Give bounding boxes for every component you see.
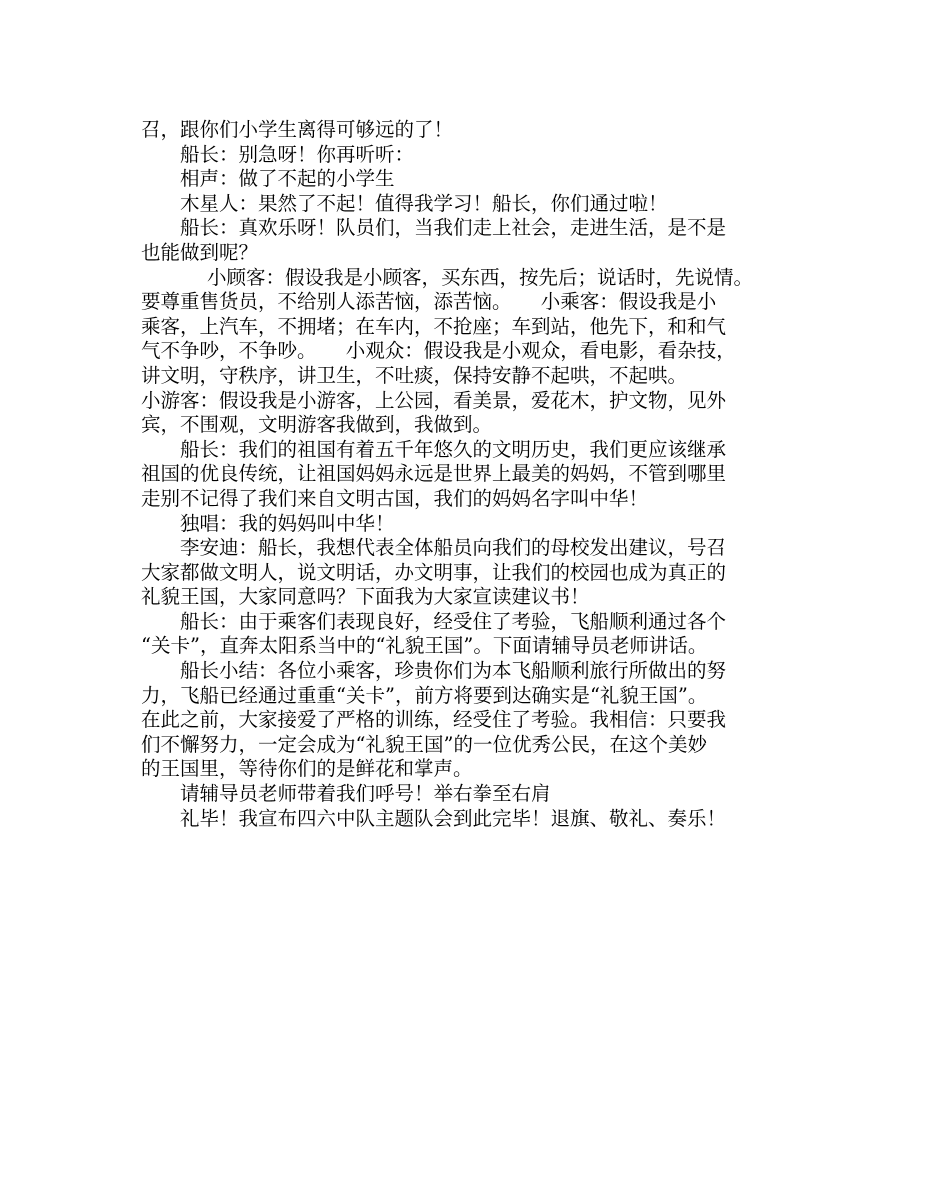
text-line: 木星人：果然了不起！值得我学习！船长，你们通过啦！	[180, 191, 668, 215]
text-line: 礼毕！我宣布四六中队主题队会到此完毕！退旗、敬礼、奏乐！	[180, 806, 727, 830]
text-line: 小顾客：假设我是小顾客，买东西，按先后；说话时，先说情。	[207, 265, 754, 289]
text-line: 祖国的优良传统，让祖国妈妈永远是世界上最美的妈妈，不管到哪里	[141, 462, 727, 486]
text-line: 相声：做了不起的小学生	[180, 167, 395, 191]
text-line: 气不争吵，不争吵。 小观众：假设我是小观众，看电影，看杂技，	[141, 339, 736, 363]
text-line: 召，跟你们小学生离得可够远的了！	[141, 118, 454, 141]
text-line: 大家都做文明人，说文明话，办文明事，让我们的校园也成为真正的	[141, 560, 727, 584]
text-line: 们不懈努力，一定会成为“礼貌王国”的一位优秀公民，在这个美妙	[141, 732, 707, 756]
text-line: 小游客：假设我是小游客，上公园，看美景，爱花木，护文物，见外	[141, 388, 727, 412]
text-line: 李安迪：船长，我想代表全体船员向我们的母校发出建议，号召	[180, 536, 727, 560]
text-line: 也能做到呢？	[141, 240, 259, 264]
text-line: 走别不记得了我们来自文明古国，我们的妈妈名字叫中华！	[141, 486, 649, 510]
text-line: 要尊重售货员，不给别人添苦恼，添苦恼。 小乘客：假设我是小	[141, 290, 717, 314]
text-line: 乘客，上汽车，不拥堵；在车内，不抢座；车到站，他先下，和和气	[141, 314, 727, 338]
text-line: 讲文明，守秩序，讲卫生，不吐痰，保持安静不起哄，不起哄。	[141, 363, 688, 387]
document-body	[141, 118, 811, 831]
text-line: 独唱：我的妈妈叫中华！	[180, 511, 395, 535]
text-line: 宾，不围观，文明游客我做到，我做到。	[141, 413, 493, 437]
text-line: 船长：真欢乐呀！队员们，当我们走上社会，走进生活，是不是	[180, 216, 727, 240]
text-line: 的王国里，等待你们的是鲜花和掌声。	[141, 757, 473, 781]
text-line: 在此之前，大家接爱了严格的训练，经受住了考验。我相信：只要我	[141, 708, 727, 732]
text-line: 礼貌王国，大家同意吗？下面我为大家宣读建议书！	[141, 585, 590, 609]
text-line: 船长：我们的祖国有着五千年悠久的文明历史，我们更应该继承	[180, 437, 727, 461]
text-line: “关卡”，直奔太阳系当中的“礼貌王国”。下面请辅导员老师讲话。	[141, 634, 708, 658]
text-line: 力，飞船已经通过重重“关卡”，前方将要到达确实是“礼貌王国”。	[141, 683, 708, 707]
text-line: 船长：由于乘客们表现良好，经受住了考验，飞船顺利通过各个	[180, 609, 727, 633]
text-line: 请辅导员老师带着我们呼号！举右拳至右肩	[180, 782, 551, 806]
text-line: 船长小结：各位小乘客，珍贵你们为本飞船顺利旅行所做出的努	[180, 659, 727, 683]
text-line: 船长：别急呀！你再听听：	[180, 142, 415, 166]
